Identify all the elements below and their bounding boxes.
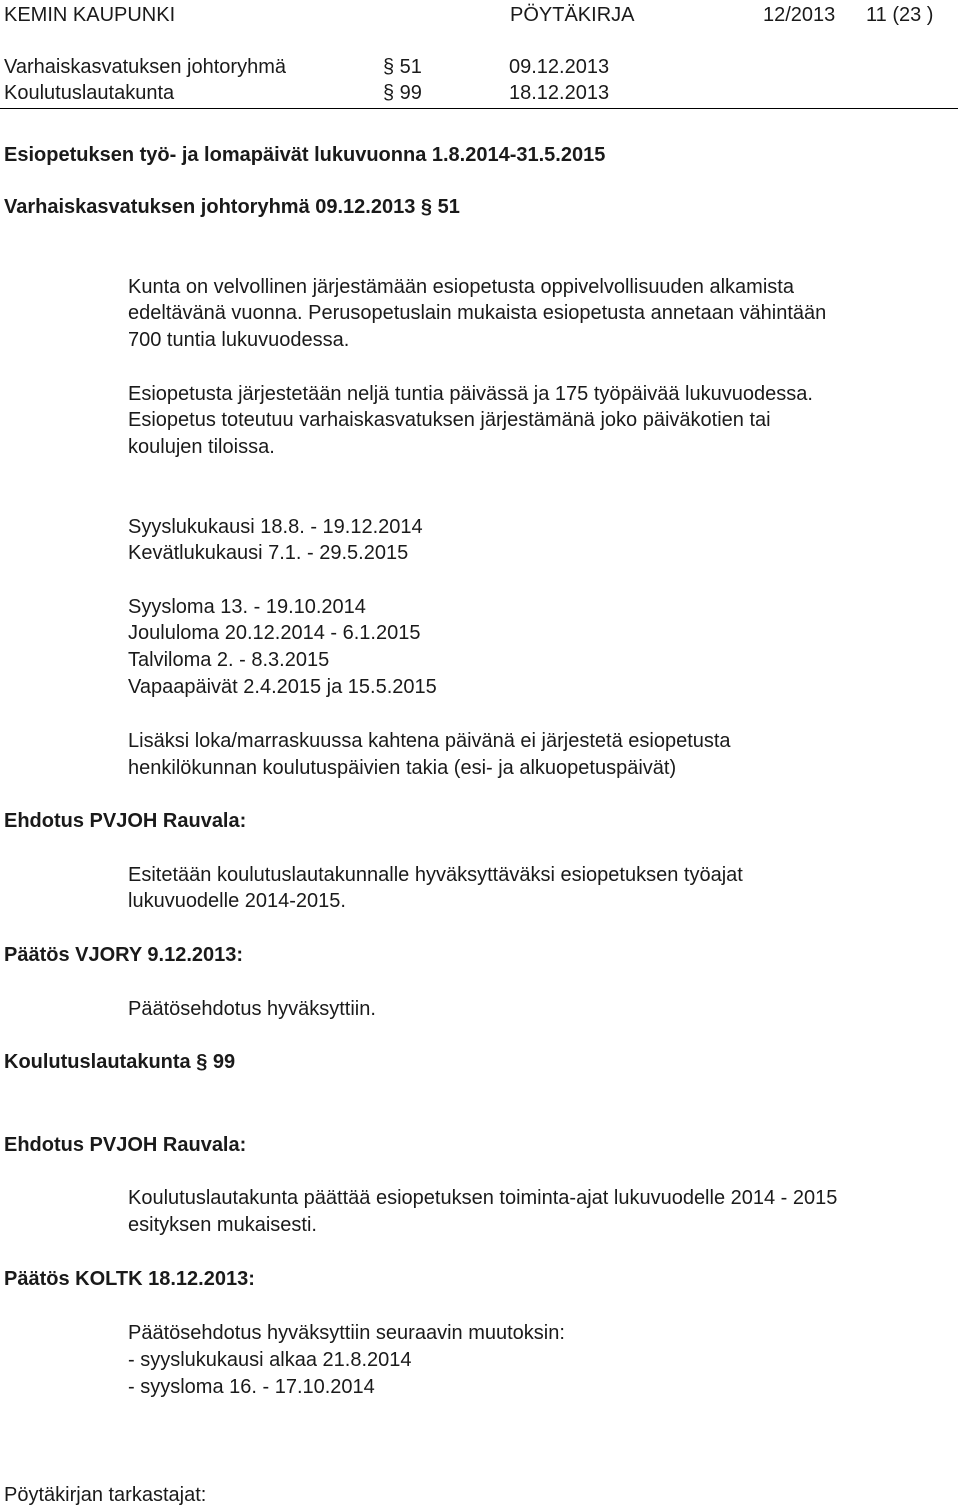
header-divider — [0, 108, 958, 109]
proposal-line: lukuvuodelle 2014-2015. — [128, 890, 346, 912]
meeting-body: Varhaiskasvatuksen johtoryhmä — [4, 56, 286, 78]
document-title: Esiopetuksen työ- ja lomapäivät lukuvuonna 1.8.2014-31.5.2015 — [4, 144, 606, 166]
meeting-body: Koulutuslautakunta — [4, 82, 175, 104]
meeting-section: § 99 — [383, 82, 422, 104]
org-name: KEMIN KAUPUNKI — [4, 4, 176, 26]
page-number: 11 (23 ) — [866, 4, 934, 26]
section-heading: Koulutuslautakunta § 99 — [4, 1051, 236, 1073]
holiday-line: Joululoma 20.12.2014 - 6.1.2015 — [128, 622, 421, 644]
paragraph-line: henkilökunnan koulutuspäivien takia (esi- ja alkuopetuspäivät) — [128, 757, 677, 779]
meeting-date: 18.12.2013 — [509, 82, 610, 104]
doc-type: PÖYTÄKIRJA — [510, 4, 635, 26]
decision-line: - syysloma 16. - 17.10.2014 — [128, 1376, 375, 1398]
paragraph-line: Kunta on velvollinen järjestämään esiopetusta oppivelvollisuuden alkamista — [128, 276, 794, 298]
decision-line: Päätösehdotus hyväksyttiin seuraavin muutoksin: — [128, 1322, 565, 1344]
term-line: Kevätlukukausi 7.1. - 29.5.2015 — [128, 542, 409, 564]
paragraph-line: 700 tuntia lukuvuodessa. — [128, 329, 350, 351]
paragraph-line: Esiopetus toteutuu varhaiskasvatuksen järjestämänä joko päiväkotien tai — [128, 409, 771, 431]
proposal-line: Esitetään koulutuslautakunnalle hyväksyttäväksi esiopetuksen työajat — [128, 864, 743, 886]
proposal-label: Ehdotus PVJOH Rauvala: — [4, 810, 247, 832]
holiday-line: Syysloma 13. - 19.10.2014 — [128, 596, 366, 618]
paragraph-line: koulujen tiloissa. — [128, 436, 275, 458]
paragraph-line: Esiopetusta järjestetään neljä tuntia päivässä ja 175 työpäivää lukuvuodessa. — [128, 383, 813, 405]
proposal-line: esityksen mukaisesti. — [128, 1214, 317, 1236]
meeting-date: 09.12.2013 — [509, 56, 610, 78]
holiday-line: Talviloma 2. - 8.3.2015 — [128, 649, 330, 671]
doc-number: 12/2013 — [763, 4, 836, 26]
paragraph-line: edeltävänä vuonna. Perusopetuslain mukaista esiopetusta annetaan vähintään — [128, 302, 827, 324]
paragraph-line: Lisäksi loka/marraskuussa kahtena päivänä ei järjestetä esiopetusta — [128, 730, 731, 752]
decision-text: Päätösehdotus hyväksyttiin. — [128, 998, 376, 1020]
decision-label: Päätös KOLTK 18.12.2013: — [4, 1268, 255, 1290]
proposal-label: Ehdotus PVJOH Rauvala: — [4, 1134, 247, 1156]
meeting-section: § 51 — [383, 56, 422, 78]
section-heading: Varhaiskasvatuksen johtoryhmä 09.12.2013 § 51 — [4, 196, 460, 218]
proposal-line: Koulutuslautakunta päättää esiopetuksen toiminta-ajat lukuvuodelle 2014 - 2015 — [128, 1187, 838, 1209]
decision-label: Päätös VJORY 9.12.2013: — [4, 944, 244, 966]
term-line: Syyslukukausi 18.8. - 19.12.2014 — [128, 516, 423, 538]
decision-line: - syyslukukausi alkaa 21.8.2014 — [128, 1349, 412, 1371]
holiday-line: Vapaapäivät 2.4.2015 ja 15.5.2015 — [128, 676, 437, 698]
inspectors-label: Pöytäkirjan tarkastajat: — [4, 1484, 207, 1506]
